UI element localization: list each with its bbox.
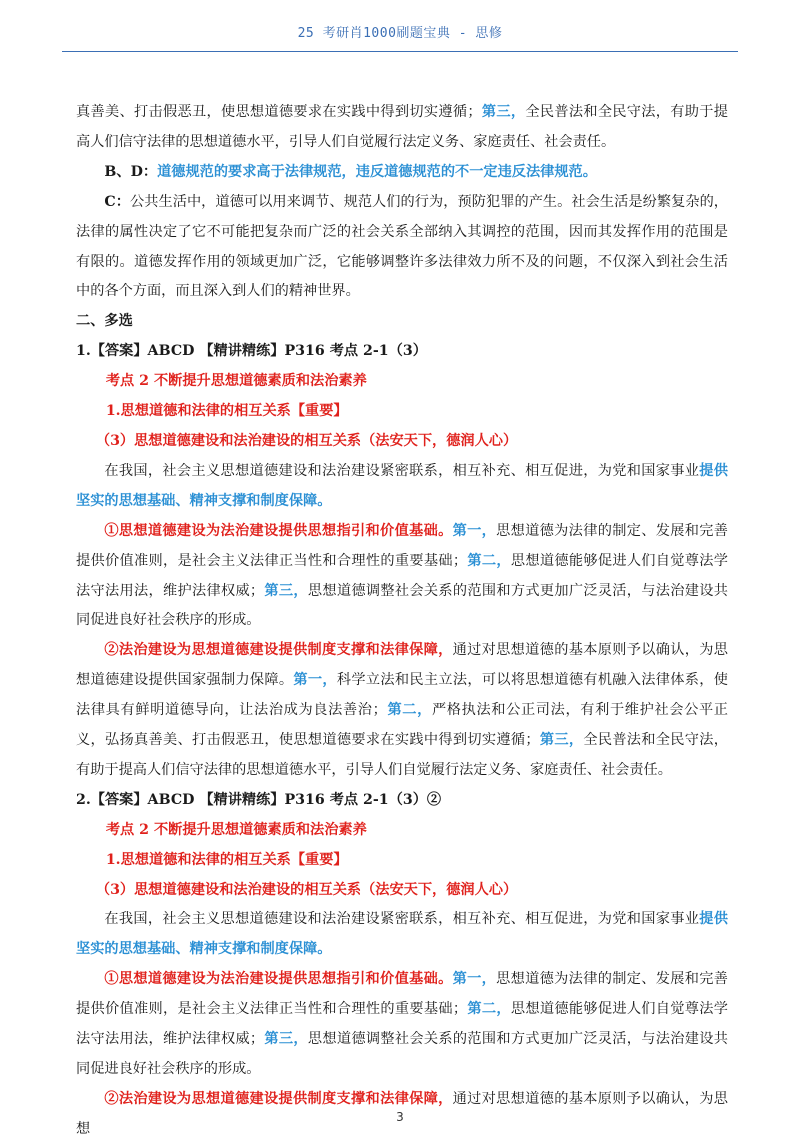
q1-sub3: （3）思想道德建设和法治建设的相互关系（法安天下，德润人心） bbox=[95, 432, 518, 449]
emphasis: 第一， bbox=[452, 971, 497, 988]
emphasis: 道德规范的要求高于法律规范，违反道德规范的不一定违反法律规范。 bbox=[157, 163, 597, 180]
text: 科学立法和民主立法，可以将思想道德有机融入法律体系，使法律具有鲜明道德导向，让法治成为良法善治； bbox=[76, 672, 728, 719]
q2-answer: 2.【答案】ABCD 【精讲精练】P316 考点 2-1（3）② bbox=[76, 791, 442, 808]
q1-answer: 1.【答案】ABCD 【精讲精练】P316 考点 2-1（3） bbox=[76, 343, 427, 360]
emphasis: 第三， bbox=[264, 582, 308, 599]
emphasis: 第二， bbox=[467, 552, 511, 569]
text: 通过对思想道德的基本原则予以确认，为思想 bbox=[76, 1090, 728, 1137]
q2-kaodian: 考点 2 不断提升思想道德素质和法治素养 bbox=[105, 821, 367, 838]
text: 思想道德为法律的制定、发展和完善提供价值准则，是社会主义法律正当性和合理性的重要基础； bbox=[76, 971, 728, 1018]
option-label: C： bbox=[104, 193, 130, 210]
bd-explanation bbox=[76, 158, 728, 188]
c-explanation bbox=[76, 188, 728, 308]
option-label: B、D： bbox=[104, 163, 158, 180]
emphasis: 第一， bbox=[293, 672, 337, 689]
q1-sub1: 1.思想道德和法律的相互关系【重要】 bbox=[105, 403, 348, 420]
section-heading: 二、多选 bbox=[76, 313, 133, 330]
text: 通过对思想道德的基本原则予以确认，为思想道德建设提供国家强制力保障。 bbox=[76, 642, 728, 689]
text: 公共生活中，道德可以用来调节、规范人们的行为，预防犯罪的产生。社会生活是纷繁复杂的，法律的属性决定了它不可能把复杂而广泛的社会关系全部纳入其调控的范围，因而其发挥作用的范围是有限的。道德发挥作用的领域更加广泛，它能够调整许多法律效力所不及的问题，不仅深入到社会生活中的各个方面，而且深入到人们的精神世界。 bbox=[76, 193, 728, 300]
text: 真善美、打击假恶丑，使思想道德要求在实践中得到切实遵循； bbox=[76, 104, 482, 120]
key-point: ①思想道德建设为法治建设提供思想指引和价值基础。 bbox=[104, 971, 453, 988]
intro-paragraph bbox=[76, 98, 728, 158]
emphasis: 第二， bbox=[467, 1001, 511, 1018]
emphasis: 第二， bbox=[386, 702, 432, 719]
document-body bbox=[76, 98, 728, 1145]
q2-sub3: （3）思想道德建设和法治建设的相互关系（法安天下，德润人心） bbox=[95, 881, 518, 898]
key-point: ①思想道德建设为法治建设提供思想指引和价值基础。 bbox=[104, 522, 453, 539]
text: 思想道德为法律的制定、发展和完善提供价值准则，是社会主义法律正当性和合理性的重要基础； bbox=[76, 522, 728, 569]
emphasis: 提供坚实的思想基础、精神支撑和制度保障。 bbox=[76, 911, 728, 958]
text: 严格执法和公正司法，有利于维护社会公平正义，弘扬真善美、打击假恶丑，使思想道德要求在实践中得到切实遵循； bbox=[76, 702, 728, 749]
q1-kaodian: 考点 2 不断提升思想道德素质和法治素养 bbox=[105, 373, 367, 390]
q1-para3 bbox=[76, 636, 728, 786]
text: 思想道德能够促进人们自觉尊法学法守法用法，维护法律权威； bbox=[76, 1001, 728, 1048]
q2-para1 bbox=[76, 905, 728, 965]
emphasis: 第三， bbox=[539, 732, 584, 749]
page-header: 25 考研肖1000刷题宝典 - 思修 bbox=[297, 26, 503, 41]
text: 在我国，社会主义思想道德建设和法治建设紧密联系，相互补充、相互促进，为党和国家事业 bbox=[104, 911, 700, 928]
key-point: ②法治建设为思想道德建设提供制度支撑和法律保障， bbox=[104, 642, 453, 659]
text: 全民普法和全民守法，有助于提高人们信守法律的思想道德水平，引导人们自觉履行法定义务、家庭责任、社会责任。 bbox=[76, 104, 728, 150]
text: 在我国，社会主义思想道德建设和法治建设紧密联系，相互补充、相互促进，为党和国家事业 bbox=[104, 462, 700, 479]
emphasis: 第一， bbox=[452, 522, 497, 539]
page-number: 3 bbox=[396, 1110, 404, 1124]
emphasis: 提供坚实的思想基础、精神支撑和制度保障。 bbox=[76, 462, 728, 509]
header-rule bbox=[62, 51, 738, 52]
text: 思想道德能够促进人们自觉尊法学法守法用法，维护法律权威； bbox=[76, 552, 728, 599]
q1-para2 bbox=[76, 517, 728, 637]
emphasis: 第三， bbox=[264, 1031, 308, 1048]
q2-para2 bbox=[76, 965, 728, 1085]
emphasis: 第三， bbox=[481, 104, 526, 120]
text: 思想道德调整社会关系的范围和方式更加广泛灵活，与法治建设共同促进良好社会秩序的形成。 bbox=[76, 582, 728, 629]
q1-para1 bbox=[76, 457, 728, 517]
q2-sub1: 1.思想道德和法律的相互关系【重要】 bbox=[105, 851, 348, 868]
text: 思想道德调整社会关系的范围和方式更加广泛灵活，与法治建设共同促进良好社会秩序的形成。 bbox=[76, 1031, 728, 1077]
text: 全民普法和全民守法，有助于提高人们信守法律的思想道德水平，引导人们自觉履行法定义务、家庭责任、社会责任。 bbox=[76, 732, 728, 778]
key-point: ②法治建设为思想道德建设提供制度支撑和法律保障， bbox=[104, 1090, 453, 1107]
